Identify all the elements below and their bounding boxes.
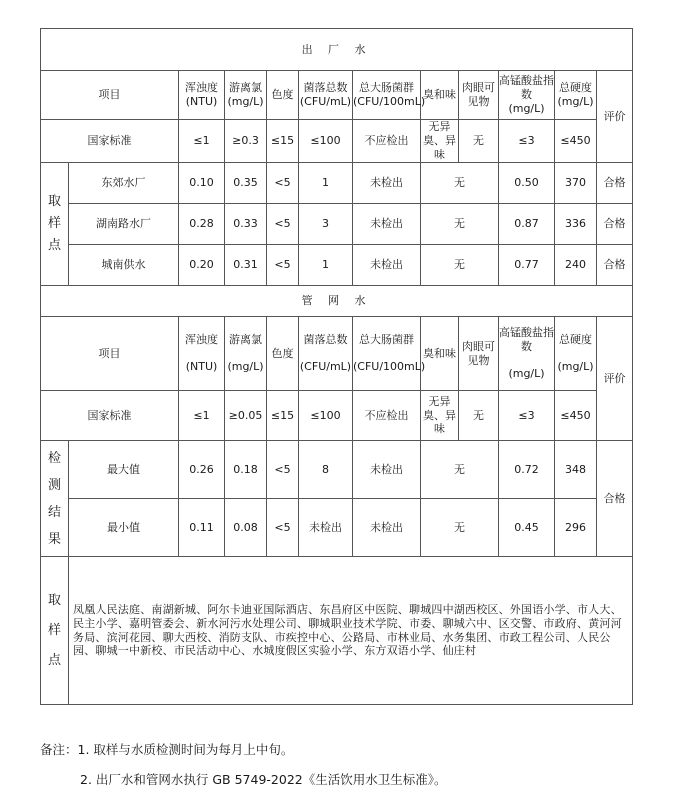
network-header-turbidity: 浑浊度 (NTU) — [179, 317, 225, 391]
cell-permanganate: 0.50 — [499, 163, 555, 204]
factory-standard-odor: 无异臭、异味 — [421, 120, 459, 163]
cell-colony: 3 — [299, 204, 353, 245]
factory-standard-colony: ≤100 — [299, 120, 353, 163]
factory-header-chlorine: 游离氯 (mg/L) — [225, 71, 267, 120]
table-row — [41, 163, 633, 204]
cell-chlorine: 0.33 — [225, 204, 267, 245]
cell-evaluation: 合格 — [597, 204, 633, 245]
cell-turbidity: 0.26 — [179, 441, 225, 499]
factory-standard-hardness: ≤450 — [555, 120, 597, 163]
cell-permanganate: 0.87 — [499, 204, 555, 245]
factory-standard-chlorine: ≥0.3 — [225, 120, 267, 163]
cell-hardness: 348 — [555, 441, 597, 499]
cell-hardness: 240 — [555, 245, 597, 286]
cell-turbidity: 0.10 — [179, 163, 225, 204]
network-evaluation: 合格 — [597, 441, 633, 557]
factory-standard-permanganate: ≤3 — [499, 120, 555, 163]
table-row — [41, 499, 633, 557]
network-header-permanganate: 高锰酸盐指数 (mg/L) — [499, 317, 555, 391]
table-row — [41, 204, 633, 245]
sampling-label: 取样点 — [41, 557, 69, 705]
cell-odor-visible: 无 — [421, 163, 499, 204]
factory-standard-visible: 无 — [459, 120, 499, 163]
network-standard-turbidity: ≤1 — [179, 391, 225, 441]
note-line-2: 2. 出厂水和管网水执行 GB 5749-2022《生活饮用水卫生标准》。 — [80, 772, 447, 787]
cell-color: <5 — [267, 245, 299, 286]
row-name: 城南供水 — [69, 245, 179, 286]
network-standard-color: ≤15 — [267, 391, 299, 441]
table-row — [41, 245, 633, 286]
network-standard-colony: ≤100 — [299, 391, 353, 441]
cell-chlorine: 0.18 — [225, 441, 267, 499]
factory-standard-coliform: 不应检出 — [353, 120, 421, 163]
factory-header-turbidity: 浑浊度 (NTU) — [179, 71, 225, 120]
network-header-item: 项目 — [41, 317, 179, 391]
network-header-color: 色度 — [267, 317, 299, 391]
factory-header-visible: 肉眼可见物 — [459, 71, 499, 120]
network-standard-permanganate: ≤3 — [499, 391, 555, 441]
cell-permanganate: 0.72 — [499, 441, 555, 499]
row-name: 最大值 — [69, 441, 179, 499]
factory-section-title: 出 厂 水 — [41, 29, 633, 71]
network-header-coliform: 总大肠菌群 (CFU/100mL) — [353, 317, 421, 391]
network-header-chlorine: 游离氯 (mg/L) — [225, 317, 267, 391]
cell-turbidity: 0.20 — [179, 245, 225, 286]
cell-coliform: 未检出 — [353, 441, 421, 499]
factory-header-hardness: 总硬度 (mg/L) — [555, 71, 597, 120]
network-standard-label: 国家标准 — [41, 391, 179, 441]
network-header-colony: 菌落总数 (CFU/mL) — [299, 317, 353, 391]
network-section-title: 管 网 水 — [41, 286, 633, 317]
cell-hardness: 296 — [555, 499, 597, 557]
factory-header-permanganate: 高锰酸盐指数 (mg/L) — [499, 71, 555, 120]
factory-header-color: 色度 — [267, 71, 299, 120]
row-name: 东郊水厂 — [69, 163, 179, 204]
network-header-visible: 肉眼可见物 — [459, 317, 499, 391]
row-name: 最小值 — [69, 499, 179, 557]
network-standard-coliform: 不应检出 — [353, 391, 421, 441]
cell-evaluation: 合格 — [597, 163, 633, 204]
cell-odor-visible: 无 — [421, 499, 499, 557]
cell-odor-visible: 无 — [421, 245, 499, 286]
cell-odor-visible: 无 — [421, 204, 499, 245]
cell-coliform: 未检出 — [353, 245, 421, 286]
cell-colony: 未检出 — [299, 499, 353, 557]
cell-chlorine: 0.31 — [225, 245, 267, 286]
network-standard-odor: 无异臭、异味 — [421, 391, 459, 441]
factory-header-item: 项目 — [41, 71, 179, 120]
cell-coliform: 未检出 — [353, 204, 421, 245]
cell-color: <5 — [267, 441, 299, 499]
sampling-sites-text: 凤凰人民法庭、南湖新城、阿尔卡迪亚国际酒店、东昌府区中医院、聊城四中湖西校区、外国语小学、市人大、民主小学、嘉明管委会、新水河污水处理公司、聊城职业技术学院、市委、聊城六中、区交警、市政府、黄河河务局、滨河花园、聊大西校、消防支队、市疾控中心、公路局、市林业局、水务集团、市政工程公司、人民公园、聊城一中新校、市民活动中心、水城度假区实验小学、东方双语小学、仙庄村 — [69, 557, 633, 705]
network-standard-chlorine: ≥0.05 — [225, 391, 267, 441]
table-row — [41, 441, 633, 499]
factory-header-coliform: 总大肠菌群 (CFU/100mL) — [353, 71, 421, 120]
cell-odor-visible: 无 — [421, 441, 499, 499]
cell-permanganate: 0.77 — [499, 245, 555, 286]
cell-hardness: 336 — [555, 204, 597, 245]
factory-header-colony: 菌落总数 (CFU/mL) — [299, 71, 353, 120]
cell-coliform: 未检出 — [353, 163, 421, 204]
cell-evaluation: 合格 — [597, 245, 633, 286]
cell-coliform: 未检出 — [353, 499, 421, 557]
factory-header-evaluation: 评价 — [597, 71, 633, 163]
cell-hardness: 370 — [555, 163, 597, 204]
cell-colony: 1 — [299, 245, 353, 286]
cell-colony: 1 — [299, 163, 353, 204]
cell-turbidity: 0.11 — [179, 499, 225, 557]
cell-color: <5 — [267, 163, 299, 204]
network-standard-hardness: ≤450 — [555, 391, 597, 441]
cell-colony: 8 — [299, 441, 353, 499]
cell-chlorine: 0.35 — [225, 163, 267, 204]
factory-group-label: 取样点 — [41, 163, 69, 286]
cell-turbidity: 0.28 — [179, 204, 225, 245]
factory-standard-turbidity: ≤1 — [179, 120, 225, 163]
factory-header-odor: 臭和味 — [421, 71, 459, 120]
notes — [40, 735, 640, 795]
factory-standard-label: 国家标准 — [41, 120, 179, 163]
network-header-odor: 臭和味 — [421, 317, 459, 391]
network-header-evaluation: 评价 — [597, 317, 633, 441]
factory-standard-color: ≤15 — [267, 120, 299, 163]
network-header-hardness: 总硬度 (mg/L) — [555, 317, 597, 391]
cell-permanganate: 0.45 — [499, 499, 555, 557]
cell-chlorine: 0.08 — [225, 499, 267, 557]
water-quality-table — [40, 28, 633, 705]
note-line-1: 备注：1. 取样与水质检测时间为每月上中旬。 — [40, 742, 294, 757]
cell-color: <5 — [267, 499, 299, 557]
network-standard-visible: 无 — [459, 391, 499, 441]
network-group-label: 检测结果 — [41, 441, 69, 557]
cell-color: <5 — [267, 204, 299, 245]
row-name: 湖南路水厂 — [69, 204, 179, 245]
